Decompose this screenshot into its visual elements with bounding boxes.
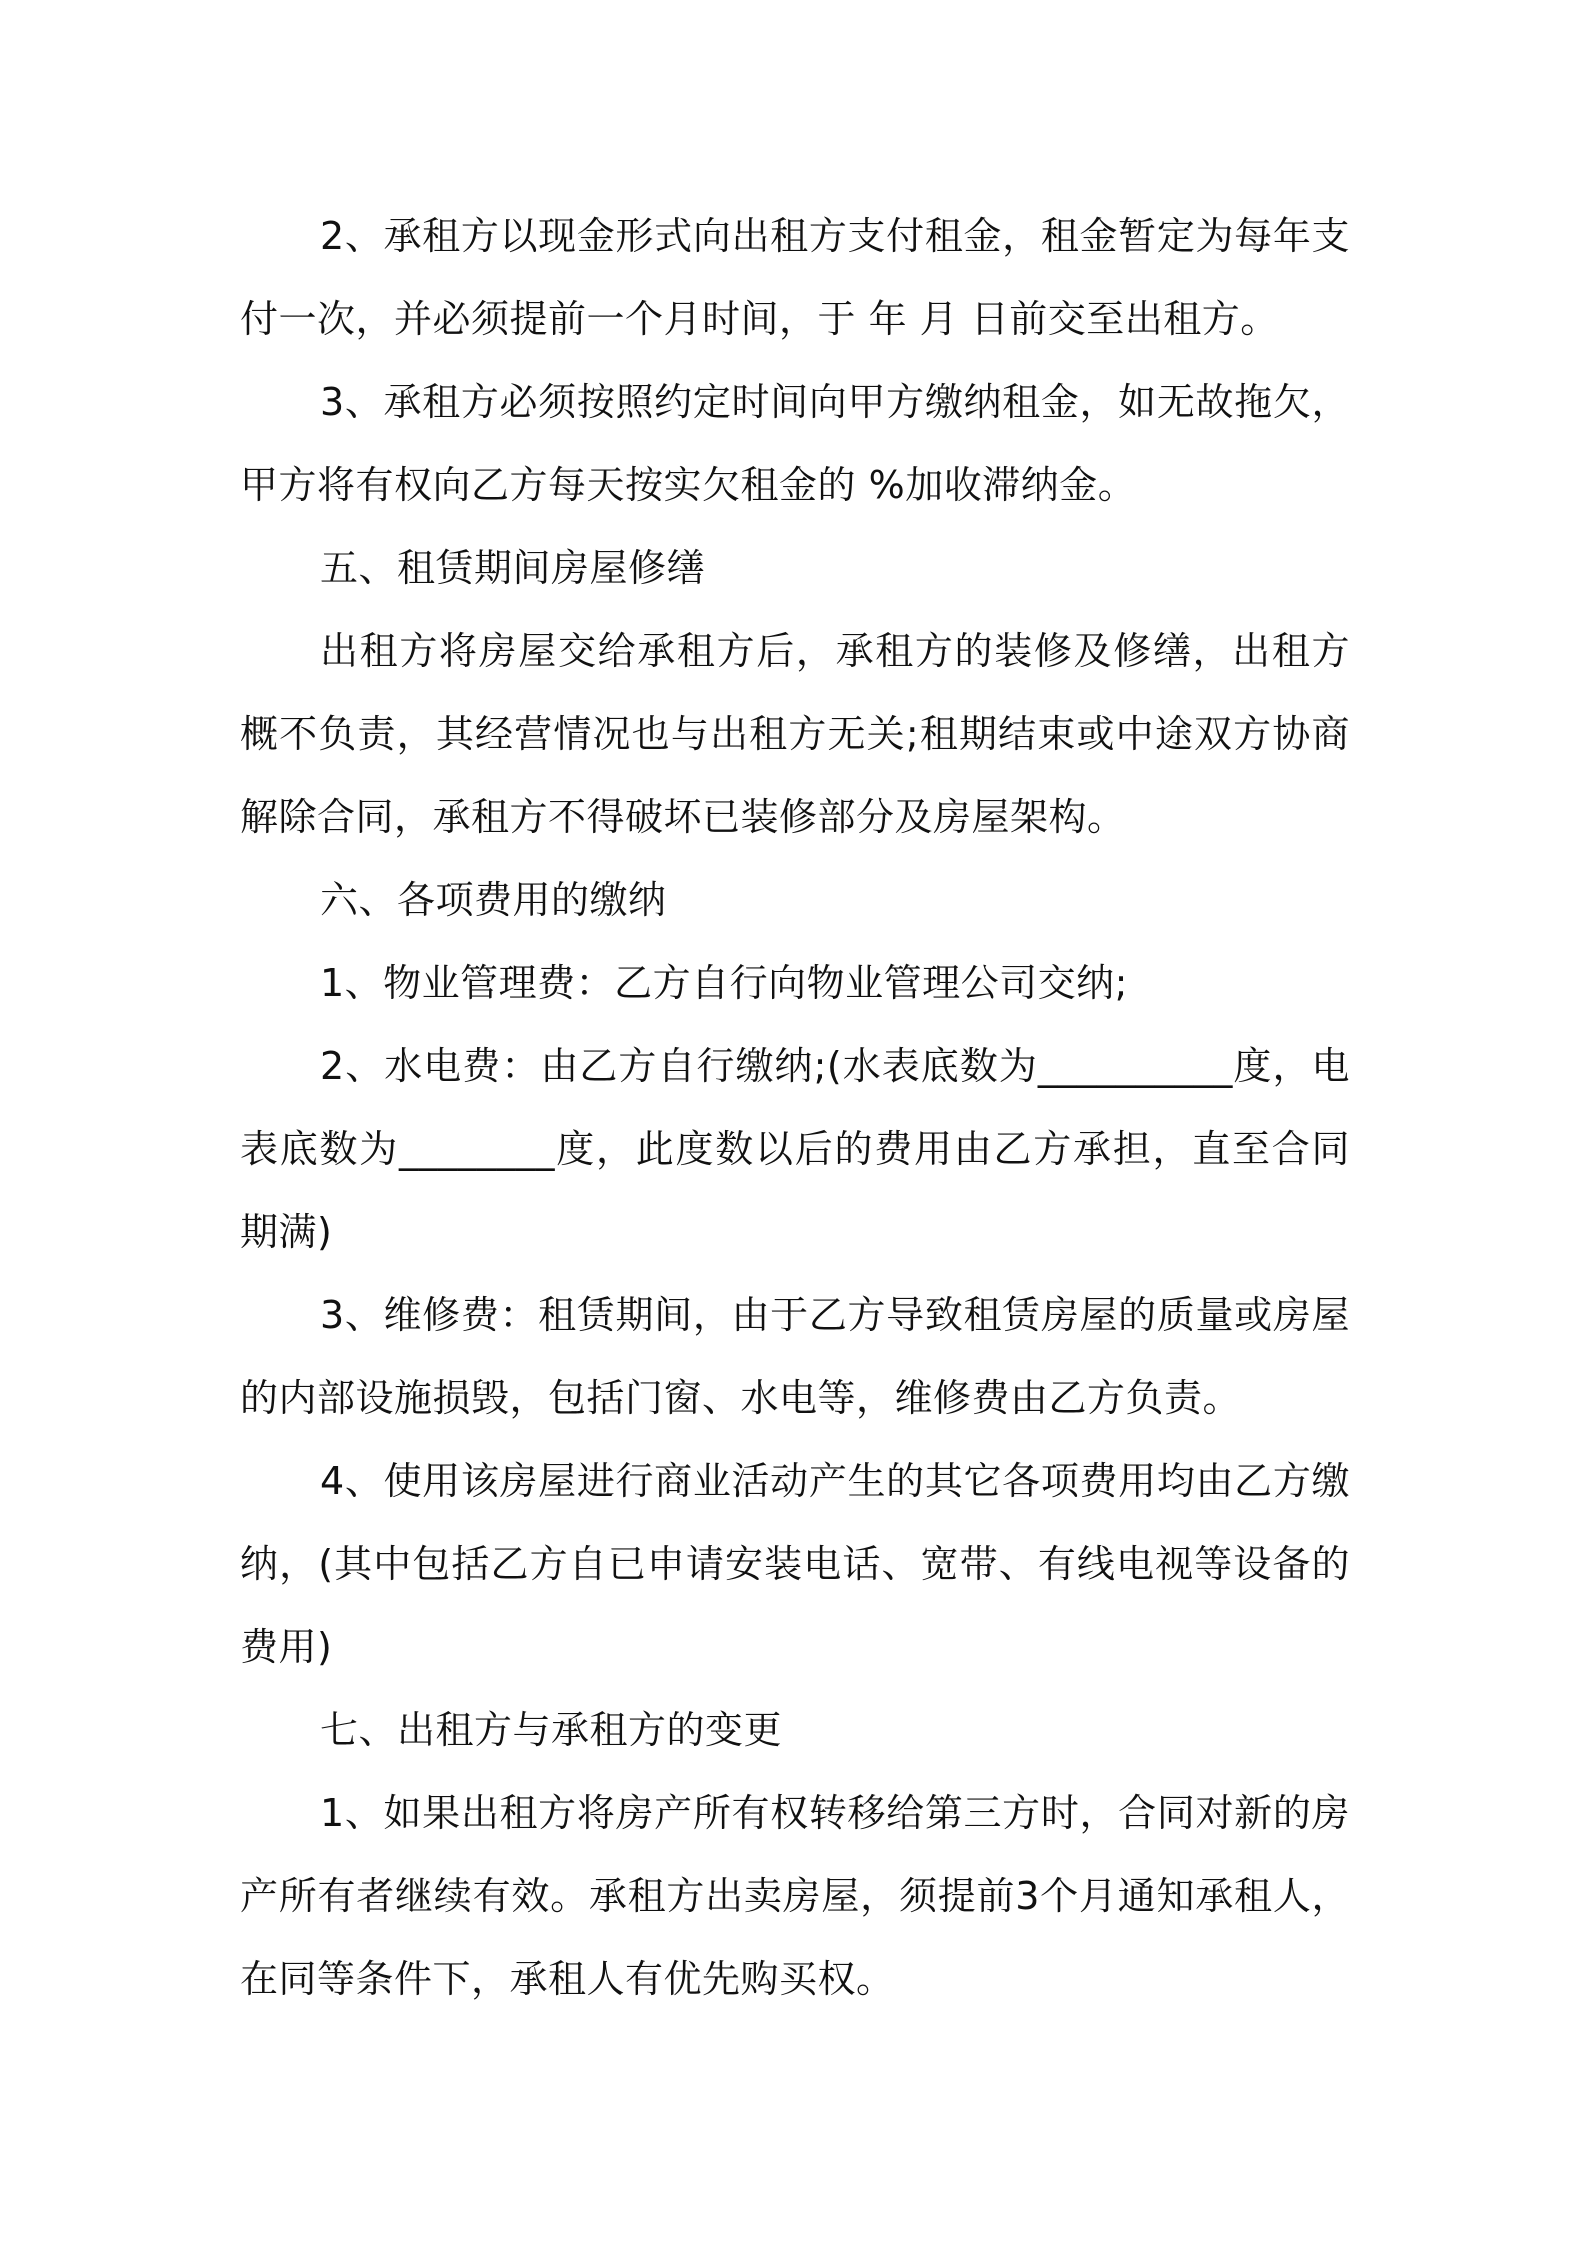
clause-ownership-transfer: 1、如果出租方将房产所有权转移给第三方时，合同对新的房产所有者继续有效。承租方出卖房屋，须提前3个月通知承租人，在同等条件下，承租人有优先购买权。 [240, 1791, 1350, 2001]
clause-other-fees: 4、使用该房屋进行商业活动产生的其它各项费用均由乙方缴纳，(其中包括乙方自已申请安装电话、宽带、有线电视等设备的费用) [240, 1459, 1350, 1669]
clause-late-fee: 3、承租方必须按照约定时间向甲方缴纳租金，如无故拖欠，甲方将有权向乙方每天按实欠租金的 %加收滞纳金。 [240, 380, 1350, 507]
clause-maintenance: 3、维修费：租赁期间，由于乙方导致租赁房屋的质量或房屋的内部设施损毁，包括门窗、水电等，维修费由乙方负责。 [240, 1293, 1350, 1420]
clause-property-fee: 1、物业管理费：乙方自行向物业管理公司交纳; [320, 961, 1128, 1005]
clause-utilities: 2、水电费：由乙方自行缴纳;(水表底数为__________度，电表底数为________度，此度数以后的费用由乙方承担，直至合同期满) [240, 1044, 1350, 1254]
section-heading-repairs: 五、租赁期间房屋修缮 [320, 546, 706, 590]
clause-rent-payment: 2、承租方以现金形式向出租方支付租金，租金暂定为每年支付一次，并必须提前一个月时间，于 年 月 日前交至出租方。 [240, 214, 1350, 341]
clause-repairs: 出租方将房屋交给承租方后，承租方的装修及修缮，出租方概不负责，其经营情况也与出租方无关;租期结束或中途双方协商解除合同，承租方不得破坏已装修部分及房屋架构。 [240, 629, 1350, 839]
section-heading-fees: 六、各项费用的缴纳 [320, 878, 667, 922]
document-body [240, 195, 1350, 2021]
section-heading-changes: 七、出租方与承租方的变更 [320, 1708, 783, 1752]
